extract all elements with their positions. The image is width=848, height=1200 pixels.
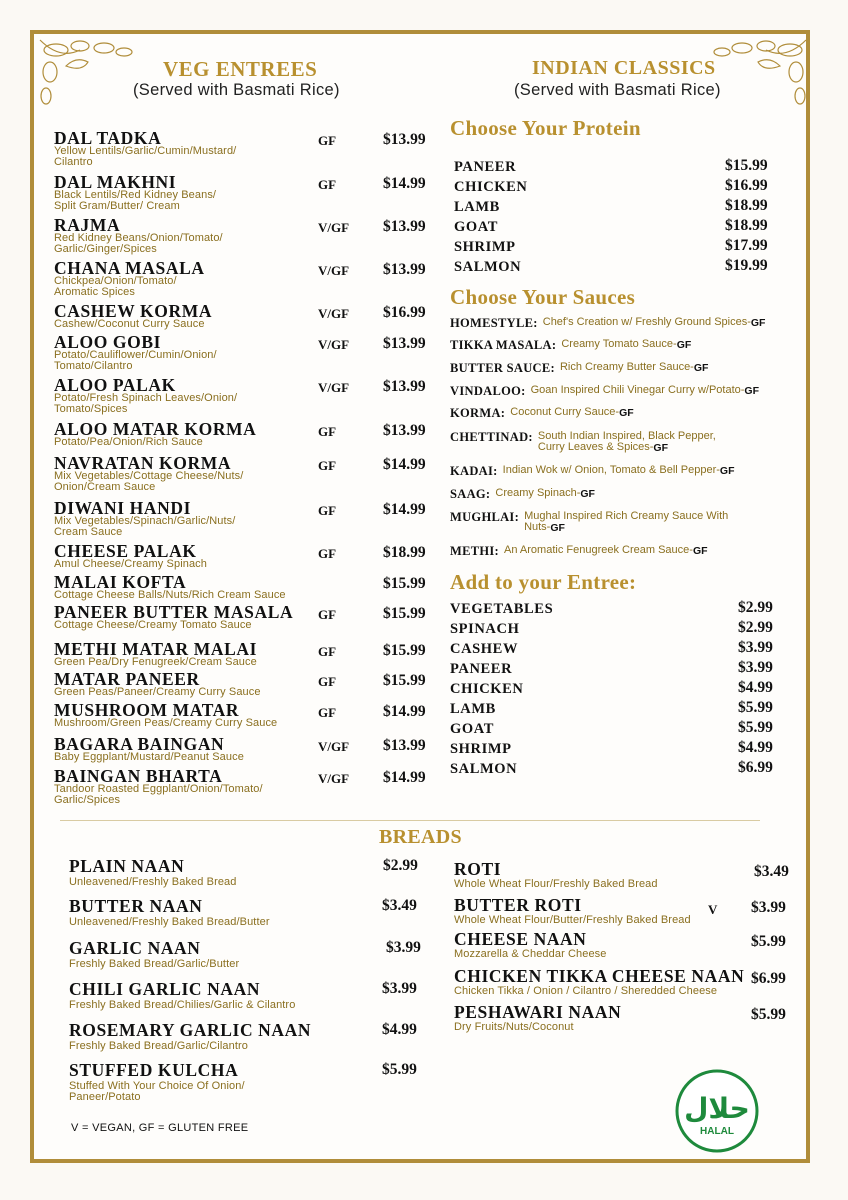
veg-item-price: $14.99 xyxy=(383,769,426,786)
bread-price: $5.99 xyxy=(751,1006,786,1023)
veg-item-tag: GF xyxy=(318,546,337,561)
veg-item-price: $15.99 xyxy=(383,672,426,689)
sauce-gf-tag: GF xyxy=(653,442,669,454)
veg-item-tag: V/GF xyxy=(318,380,350,395)
veg-item-tag: GF xyxy=(318,458,337,473)
bread-price: $3.49 xyxy=(382,897,417,914)
veg-item-name: CASHEW KORMA xyxy=(54,301,213,321)
veg-item-name: ALOO GOBI xyxy=(54,332,162,352)
protein-price: $16.99 xyxy=(725,177,768,194)
veg-item-desc: Tomato/Spices xyxy=(54,402,128,415)
veg-item-tag: GF xyxy=(318,607,337,622)
classics-subtitle: (Served with Basmati Rice) xyxy=(514,81,721,99)
protein-price: $19.99 xyxy=(725,257,768,274)
sauce-name: TIKKA MASALA: xyxy=(450,338,557,352)
veg-item-name: ALOO MATAR KORMA xyxy=(54,419,257,439)
veg-item-name: CHEESE PALAK xyxy=(54,541,197,561)
veg-item-desc: Potato/Pea/Onion/Rich Sauce xyxy=(54,436,203,448)
bread-desc: Freshly Baked Bread/Garlic/Cilantro xyxy=(69,1040,248,1052)
addon-price: $2.99 xyxy=(738,619,773,636)
veg-item-name: BAINGAN BHARTA xyxy=(54,766,223,786)
sauce-desc: Goan Inspired Chili Vinegar Curry w/Potato- xyxy=(530,384,745,396)
bread-price: $6.99 xyxy=(751,970,786,987)
veg-item-desc: Green Peas/Paneer/Creamy Curry Sauce xyxy=(54,686,261,698)
veg-item-desc: Baby Eggplant/Mustard/Peanut Sauce xyxy=(54,751,244,763)
sauce-name: CHETTINAD: xyxy=(450,430,533,444)
addon-name: LAMB xyxy=(450,701,496,717)
breads-divider xyxy=(60,820,760,821)
bread-desc: Unleavened/Freshly Baked Bread/Butter xyxy=(69,916,270,928)
veg-item-desc: Garlic/Spices xyxy=(54,793,121,806)
veg-item-desc: Tandoor Roasted Eggplant/Onion/Tomato/ xyxy=(54,783,263,795)
sauce-name: KORMA: xyxy=(450,406,506,420)
bread-name: ROSEMARY GARLIC NAAN xyxy=(69,1020,312,1040)
veg-item-desc: Split Gram/Butter/ Cream xyxy=(54,199,180,212)
veg-item-name: CHANA MASALA xyxy=(54,258,205,278)
addon-name: SHRIMP xyxy=(450,741,512,757)
veg-item-name: DAL TADKA xyxy=(54,128,162,148)
bread-desc: Dry Fruits/Nuts/Coconut xyxy=(454,1021,574,1033)
bread-price: $3.99 xyxy=(751,899,786,916)
bread-desc: Unleavened/Freshly Baked Bread xyxy=(69,876,237,888)
protein-name: CHICKEN xyxy=(454,179,528,195)
corner-ornament-right-icon xyxy=(710,36,810,108)
bread-name: BUTTER NAAN xyxy=(69,896,203,916)
veg-item-price: $14.99 xyxy=(383,456,426,473)
veg-item-desc: Cream Sauce xyxy=(54,525,123,538)
addon-price: $5.99 xyxy=(738,699,773,716)
bread-tag: V xyxy=(708,902,718,917)
veg-item-name: MUSHROOM MATAR xyxy=(54,700,240,720)
bread-name: PESHAWARI NAAN xyxy=(454,1002,622,1022)
bread-name: PLAIN NAAN xyxy=(69,856,185,876)
bread-desc: Freshly Baked Bread/Chilies/Garlic & Cilantro xyxy=(69,999,296,1011)
sauce-gf-tag: GF xyxy=(676,339,692,351)
protein-name: LAMB xyxy=(454,199,500,215)
legend: V = VEGAN, GF = GLUTEN FREE xyxy=(71,1122,249,1134)
veg-item-price: $13.99 xyxy=(383,737,426,754)
sauce-gf-tag: GF xyxy=(692,545,708,557)
veg-item-tag: V/GF xyxy=(318,337,350,352)
veg-item-price: $13.99 xyxy=(383,218,426,235)
bread-name: CHILI GARLIC NAAN xyxy=(69,979,261,999)
veg-item-tag: V/GF xyxy=(318,739,350,754)
veg-subtitle: (Served with Basmati Rice) xyxy=(133,81,340,99)
sauce-name: VINDALOO: xyxy=(450,384,526,398)
veg-item-tag: GF xyxy=(318,674,337,689)
veg-item-price: $13.99 xyxy=(383,335,426,352)
sauce-desc: Curry Leaves & Spices- xyxy=(537,441,654,453)
veg-item-desc: Potato/Fresh Spinach Leaves/Onion/ xyxy=(54,392,238,404)
protein-price: $15.99 xyxy=(725,157,768,174)
veg-item-desc: Tomato/Cilantro xyxy=(54,359,133,372)
sauce-name: KADAI: xyxy=(450,464,498,478)
sauce-gf-tag: GF xyxy=(619,407,634,419)
veg-item-desc: Cottage Cheese Balls/Nuts/Rich Cream Sauce xyxy=(54,589,286,601)
addon-price: $3.99 xyxy=(738,659,773,676)
addon-name: GOAT xyxy=(450,721,495,737)
veg-item-name: BAGARA BAINGAN xyxy=(54,734,225,754)
bread-desc: Mozzarella & Cheddar Cheese xyxy=(454,948,607,960)
protein-price: $18.99 xyxy=(725,217,768,234)
veg-item-desc: Mix Vegetables/Cottage Cheese/Nuts/ xyxy=(54,470,244,482)
veg-item-desc: Potato/Cauliflower/Cumin/Onion/ xyxy=(54,349,217,361)
bread-price: $5.99 xyxy=(751,933,786,950)
veg-item-price: $13.99 xyxy=(383,378,426,395)
veg-item-tag: GF xyxy=(318,644,337,659)
addon-price: $4.99 xyxy=(738,739,773,756)
veg-item-tag: GF xyxy=(318,133,337,148)
veg-item-desc: Red Kidney Beans/Onion/Tomato/ xyxy=(54,232,223,244)
bread-price: $2.99 xyxy=(383,857,418,874)
bread-desc: Freshly Baked Bread/Garlic/Butter xyxy=(69,958,240,970)
bread-name: BUTTER ROTI xyxy=(454,895,582,915)
bread-name: STUFFED KULCHA xyxy=(69,1060,239,1080)
veg-item-tag: GF xyxy=(318,424,337,439)
bread-price: $4.99 xyxy=(382,1021,417,1038)
sauce-gf-tag: GF xyxy=(744,385,760,397)
bread-desc: Whole Wheat Flour/Butter/Freshly Baked Bread xyxy=(454,914,691,926)
veg-item-tag: V/GF xyxy=(318,263,350,278)
veg-item-tag: GF xyxy=(318,177,337,192)
bread-desc: Chicken Tikka / Onion / Cilantro / Sheredded Cheese xyxy=(454,985,718,997)
addon-price: $3.99 xyxy=(738,639,773,656)
veg-item-desc: Cashew/Coconut Curry Sauce xyxy=(54,318,205,330)
protein-name: SALMON xyxy=(454,259,522,275)
veg-item-desc: Amul Cheese/Creamy Spinach xyxy=(54,558,208,570)
veg-item-name: MALAI KOFTA xyxy=(54,572,187,592)
veg-item-name: ALOO PALAK xyxy=(54,375,176,395)
veg-item-desc: Onion/Cream Sauce xyxy=(54,480,156,493)
bread-desc: Stuffed With Your Choice Of Onion/ xyxy=(69,1080,245,1092)
sauce-gf-tag: GF xyxy=(750,317,766,329)
bread-desc: Whole Wheat Flour/Freshly Baked Bread xyxy=(454,878,658,890)
veg-item-tag: V/GF xyxy=(318,771,350,786)
veg-item-desc: Cottage Cheese/Creamy Tomato Sauce xyxy=(54,619,252,631)
sauce-desc: Coconut Curry Sauce- xyxy=(510,406,620,418)
bread-name: ROTI xyxy=(454,859,502,879)
sauce-gf-tag: GF xyxy=(693,362,709,374)
bread-desc: Paneer/Potato xyxy=(69,1090,141,1103)
bread-name: CHEESE NAAN xyxy=(454,929,587,949)
veg-item-tag: GF xyxy=(318,705,337,720)
sauce-gf-tag: GF xyxy=(550,522,565,534)
veg-item-tag: GF xyxy=(318,503,337,518)
sauce-section-title: Choose Your Sauces xyxy=(450,285,636,309)
bread-price: $5.99 xyxy=(382,1061,417,1078)
veg-item-name: RAJMA xyxy=(54,215,121,235)
sauce-desc: Creamy Spinach- xyxy=(495,487,581,499)
sauce-desc: South Indian Inspired, Black Pepper, xyxy=(537,430,716,442)
svg-text:HALAL: HALAL xyxy=(700,1126,734,1137)
breads-title: BREADS xyxy=(379,826,462,848)
addon-name: PANEER xyxy=(450,661,513,677)
veg-item-price: $14.99 xyxy=(383,703,426,720)
protein-section-title: Choose Your Protein xyxy=(450,116,641,140)
sauce-desc: Mughal Inspired Rich Creamy Sauce With xyxy=(524,510,729,522)
veg-item-price: $16.99 xyxy=(383,304,426,321)
sauce-name: METHI: xyxy=(450,544,500,558)
protein-name: SHRIMP xyxy=(454,239,516,255)
protein-name: GOAT xyxy=(454,219,499,235)
veg-item-tag: V/GF xyxy=(318,220,350,235)
bread-name: CHICKEN TIKKA CHEESE NAAN xyxy=(454,966,745,986)
classics-title: INDIAN CLASSICS xyxy=(532,57,716,79)
protein-price: $18.99 xyxy=(725,197,768,214)
sauce-desc: Chef's Creation w/ Freshly Ground Spices- xyxy=(542,316,751,328)
protein-price: $17.99 xyxy=(725,237,768,254)
veg-item-price: $15.99 xyxy=(383,575,426,592)
addon-price: $2.99 xyxy=(738,599,773,616)
sauce-name: HOMESTYLE: xyxy=(450,316,538,330)
addon-price: $5.99 xyxy=(738,719,773,736)
sauce-name: MUGHLAI: xyxy=(450,510,520,524)
addon-name: SPINACH xyxy=(450,621,520,637)
veg-item-name: METHI MATAR MALAI xyxy=(54,639,258,659)
veg-item-price: $18.99 xyxy=(383,544,426,561)
sauce-desc: Indian Wok w/ Onion, Tomato & Bell Pepper- xyxy=(502,464,720,476)
sauce-desc: Rich Creamy Butter Sauce- xyxy=(559,361,694,373)
veg-item-price: $13.99 xyxy=(383,261,426,278)
veg-item-desc: Aromatic Spices xyxy=(54,285,135,298)
sauce-gf-tag: GF xyxy=(580,488,595,500)
veg-item-desc: Yellow Lentils/Garlic/Cumin/Mustard/ xyxy=(54,145,237,157)
veg-item-name: NAVRATAN KORMA xyxy=(54,453,232,473)
veg-item-desc: Cilantro xyxy=(54,155,93,168)
protein-name: PANEER xyxy=(454,159,517,175)
addon-price: $4.99 xyxy=(738,679,773,696)
veg-title: VEG ENTREES xyxy=(163,57,318,81)
addon-price: $6.99 xyxy=(738,759,773,776)
veg-item-desc: Mushroom/Green Peas/Creamy Curry Sauce xyxy=(54,717,278,729)
addon-name: VEGETABLES xyxy=(450,601,554,617)
addon-section-title: Add to your Entree: xyxy=(450,570,637,594)
veg-item-desc: Garlic/Ginger/Spices xyxy=(54,242,157,255)
veg-item-price: $14.99 xyxy=(383,175,426,192)
sauce-desc: Nuts- xyxy=(524,521,551,533)
veg-item-price: $13.99 xyxy=(383,422,426,439)
veg-item-name: PANEER BUTTER MASALA xyxy=(54,602,294,622)
bread-price: $3.99 xyxy=(382,980,417,997)
veg-item-desc: Green Pea/Dry Fenugreek/Cream Sauce xyxy=(54,656,257,668)
bread-price: $3.99 xyxy=(386,939,421,956)
veg-item-desc: Black Lentils/Red Kidney Beans/ xyxy=(54,189,217,201)
veg-item-price: $13.99 xyxy=(383,131,426,148)
veg-item-price: $15.99 xyxy=(383,605,426,622)
veg-item-price: $15.99 xyxy=(383,642,426,659)
halal-logo-icon xyxy=(674,1068,760,1154)
addon-name: CHICKEN xyxy=(450,681,524,697)
sauce-name: SAAG: xyxy=(450,487,491,501)
veg-item-name: MATAR PANEER xyxy=(54,669,200,689)
sauce-name: BUTTER SAUCE: xyxy=(450,361,555,375)
veg-item-name: DIWANI HANDI xyxy=(54,498,192,518)
corner-ornament-left-icon xyxy=(36,36,136,108)
svg-text:حلال: حلال xyxy=(684,1092,750,1125)
veg-item-desc: Mix Vegetables/Spinach/Garlic/Nuts/ xyxy=(54,515,236,527)
sauce-gf-tag: GF xyxy=(719,465,735,477)
addon-name: SALMON xyxy=(450,761,518,777)
sauce-desc: An Aromatic Fenugreek Cream Sauce- xyxy=(504,544,693,556)
veg-item-price: $14.99 xyxy=(383,501,426,518)
veg-item-desc: Chickpea/Onion/Tomato/ xyxy=(54,275,177,287)
veg-item-tag: V/GF xyxy=(318,306,350,321)
addon-name: CASHEW xyxy=(450,641,519,657)
bread-name: GARLIC NAAN xyxy=(69,938,201,958)
sauce-desc: Creamy Tomato Sauce- xyxy=(561,338,677,350)
veg-item-name: DAL MAKHNI xyxy=(54,172,177,192)
bread-price: $3.49 xyxy=(754,863,789,880)
